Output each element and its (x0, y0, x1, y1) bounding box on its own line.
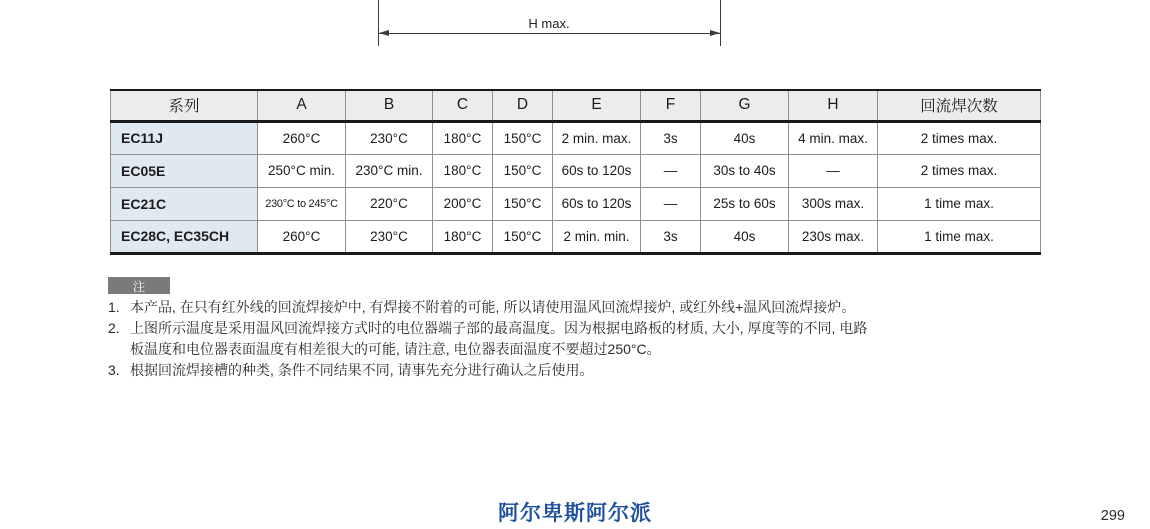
table-row (111, 154, 1041, 187)
column-header-3: C (433, 90, 493, 121)
spec-cell: 180°C (433, 220, 493, 253)
spec-cell: 2 times max. (878, 121, 1041, 154)
spec-table (110, 89, 1041, 255)
column-header-1: A (258, 90, 346, 121)
note-badge: 注 (108, 277, 170, 294)
spec-cell: — (641, 154, 701, 187)
spec-cell: 150°C (493, 121, 553, 154)
note-text: 本产品, 在只有红外线的回流焊接炉中, 有焊接不附着的可能, 所以请使用温风回流焊接炉, 或红外线+温风回流焊接炉。 (130, 299, 856, 315)
column-header-0: 系列 (111, 90, 258, 121)
spec-cell: 200°C (433, 187, 493, 220)
column-header-5: E (553, 90, 641, 121)
spec-cell: 25s to 60s (701, 187, 789, 220)
series-name: EC11J (111, 121, 258, 154)
notes-list (108, 297, 898, 381)
column-header-6: F (641, 90, 701, 121)
spec-cell: 60s to 120s (553, 187, 641, 220)
dimension-line (379, 33, 720, 34)
spec-cell: — (789, 154, 878, 187)
spec-cell: 180°C (433, 154, 493, 187)
spec-cell: 150°C (493, 154, 553, 187)
dimension-label: H max. (528, 16, 570, 31)
note-number: 3. (108, 362, 120, 378)
spec-cell: 3s (641, 220, 701, 253)
spec-cell: 230°C (346, 220, 433, 253)
spec-cell: 4 min. max. (789, 121, 878, 154)
table-row (111, 220, 1041, 253)
spec-table-head-row (111, 90, 1041, 121)
spec-cell: 40s (701, 220, 789, 253)
spec-cell: 2 min. min. (553, 220, 641, 253)
note-item (108, 297, 898, 318)
spec-cell: 260°C (258, 220, 346, 253)
note-number: 2. (108, 320, 120, 336)
page-number: 299 (1100, 508, 1125, 524)
spec-cell: 230°C to 245°C (258, 187, 346, 220)
table-row (111, 187, 1041, 220)
spec-cell: 300s max. (789, 187, 878, 220)
note-text: 上图所示温度是采用温风回流焊接方式时的电位器端子部的最高温度。因为根据电路板的材质, 大小, 厚度等的不同, 电路板温度和电位器表面温度有相差很大的可能, 请注意, 电位器表面温度不要超过250°C。 (130, 320, 868, 357)
spec-cell: 250°C min. (258, 154, 346, 187)
spec-cell: 1 time max. (878, 220, 1041, 253)
brand-name: 阿尔卑斯阿尔派 (498, 502, 652, 525)
spec-cell: 2 times max. (878, 154, 1041, 187)
table-row (111, 121, 1041, 154)
spec-cell: 30s to 40s (701, 154, 789, 187)
series-name: EC28C, EC35CH (111, 220, 258, 253)
spec-cell: 150°C (493, 220, 553, 253)
spec-cell: 150°C (493, 187, 553, 220)
note-item (108, 360, 898, 381)
series-name: EC21C (111, 187, 258, 220)
spec-table-container (110, 89, 1041, 255)
note-text: 根据回流焊接槽的种类, 条件不同结果不同, 请事先充分进行确认之后使用。 (130, 362, 594, 378)
spec-cell: 3s (641, 121, 701, 154)
spec-cell: — (641, 187, 701, 220)
spec-cell: 230°C min. (346, 154, 433, 187)
spec-cell: 2 min. max. (553, 121, 641, 154)
spec-cell: 40s (701, 121, 789, 154)
spec-cell: 180°C (433, 121, 493, 154)
spec-cell: 60s to 120s (553, 154, 641, 187)
notes-section (108, 277, 898, 381)
column-header-8: H (789, 90, 878, 121)
column-header-7: G (701, 90, 789, 121)
series-name: EC05E (111, 154, 258, 187)
note-number: 1. (108, 299, 120, 315)
spec-table-body (111, 121, 1041, 253)
spec-cell: 230°C (346, 121, 433, 154)
column-header-2: B (346, 90, 433, 121)
note-item (108, 318, 898, 360)
spec-cell: 260°C (258, 121, 346, 154)
spec-cell: 220°C (346, 187, 433, 220)
spec-cell: 1 time max. (878, 187, 1041, 220)
column-header-4: D (493, 90, 553, 121)
spec-cell: 230s max. (789, 220, 878, 253)
column-header-9: 回流焊次数 (878, 90, 1041, 121)
dimension-extension-line-right (720, 0, 721, 46)
